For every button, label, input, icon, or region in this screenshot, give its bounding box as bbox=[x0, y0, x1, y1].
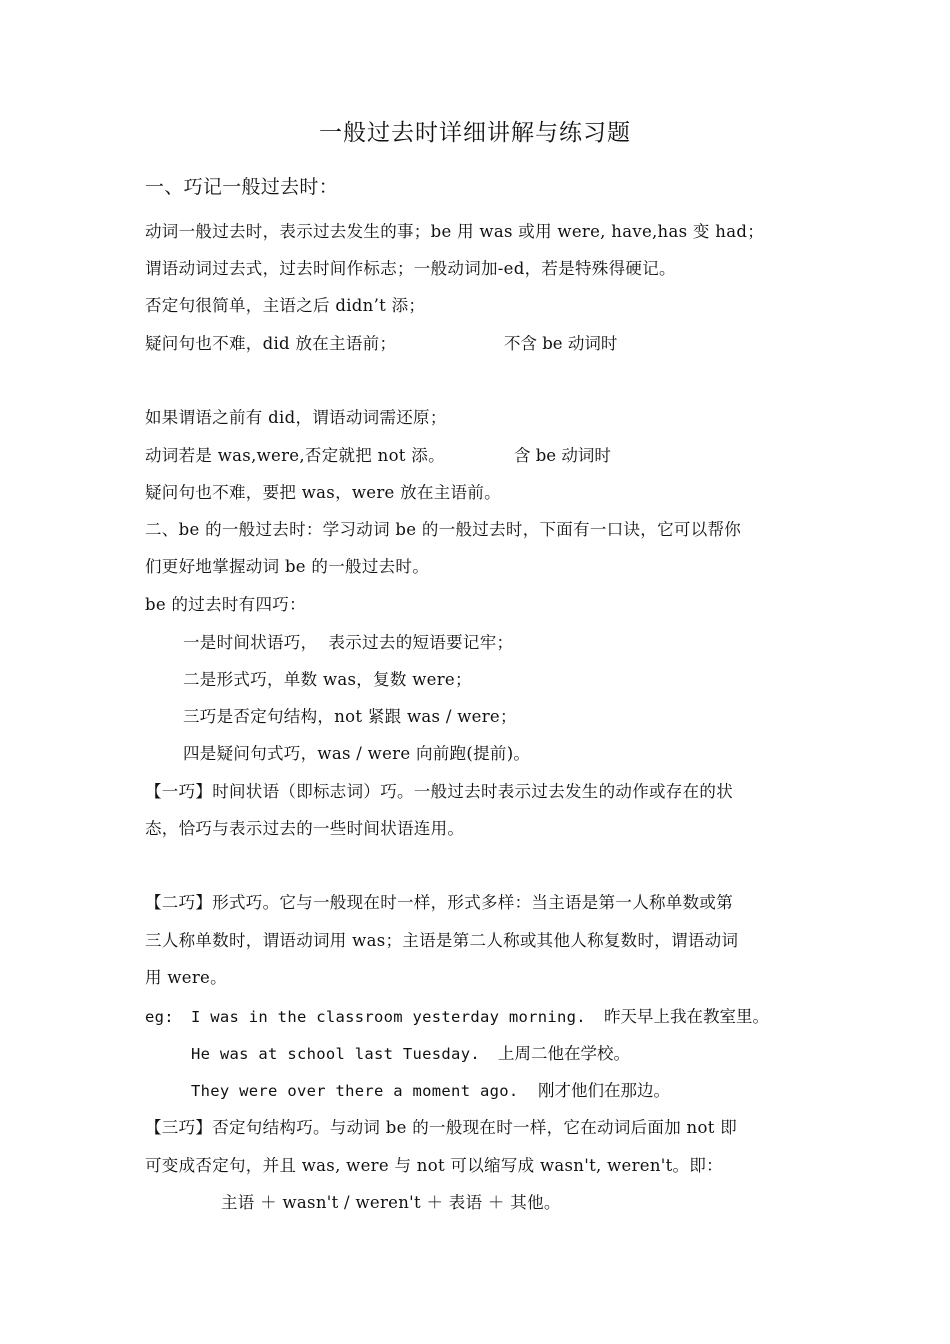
trick2-line-2: 三人称单数时，谓语动词用 was；主语是第二人称或其他人称复数时，谓语动词 bbox=[145, 931, 739, 950]
rhyme-line-5: 如果谓语之前有 did，谓语动词需还原； bbox=[145, 408, 447, 427]
rhyme-line-2: 谓语动词过去式，过去时间作标志；一般动词加-ed，若是特殊得硬记。 bbox=[145, 259, 676, 278]
example-2-chinese: 上周二他在学校。 bbox=[498, 1044, 630, 1063]
example-1-english: I was in the classroom yesterday morning. bbox=[191, 1008, 586, 1026]
section-heading-1: 一、巧记一般过去时： bbox=[145, 176, 339, 198]
section2-para-line-1: 二、be 的一般过去时：学习动词 be 的一般过去时，下面有一口诀，它可以帮你 bbox=[145, 520, 742, 539]
trick-item-2: 二是形式巧，单数 was，复数 were； bbox=[183, 670, 472, 689]
rhyme-note-no-be: 不含 be 动词时 bbox=[504, 334, 618, 353]
trick3-line-2: 可变成否定句，并且 was, were 与 not 可以缩写成 wasn't, weren't。即： bbox=[145, 1156, 723, 1175]
rhyme-line-1: 动词一般过去时，表示过去发生的事；be 用 was 或用 were, have,has 变 had； bbox=[145, 222, 765, 241]
example-3-chinese: 刚才他们在那边。 bbox=[538, 1081, 670, 1100]
section2-para-line-2: 们更好地掌握动词 be 的一般过去时。 bbox=[145, 557, 430, 576]
example-1-chinese: 昨天早上我在教室里。 bbox=[604, 1007, 769, 1026]
trick-item-4: 四是疑问句式巧，was / were 向前跑(提前)。 bbox=[183, 744, 531, 763]
four-tricks-intro: be 的过去时有四巧： bbox=[145, 595, 306, 614]
example-2-english: He was at school last Tuesday. bbox=[191, 1045, 480, 1063]
trick-item-3: 三巧是否定句结构，not 紧跟 was / were； bbox=[183, 707, 517, 726]
negative-formula: 主语 ＋ wasn't / weren't ＋ 表语 ＋ 其他。 bbox=[221, 1193, 561, 1212]
rhyme-line-3: 否定句很简单，主语之后 didn’t 添； bbox=[145, 296, 426, 315]
document-title: 一般过去时详细讲解与练习题 bbox=[319, 120, 631, 146]
trick1-line-1: 【一巧】时间状语（即标志词）巧。一般过去时表示过去发生的动作或存在的状 bbox=[145, 782, 733, 801]
rhyme-line-4: 疑问句也不难，did 放在主语前； bbox=[145, 334, 397, 353]
trick1-line-2: 态，恰巧与表示过去的一些时间状语连用。 bbox=[145, 819, 465, 838]
trick2-line-1: 【二巧】形式巧。它与一般现在时一样，形式多样：当主语是第一人称单数或第 bbox=[145, 893, 733, 912]
trick2-line-3: 用 were。 bbox=[145, 968, 227, 987]
trick3-line-1: 【三巧】否定句结构巧。与动词 be 的一般现在时一样，它在动词后面加 not 即 bbox=[145, 1118, 737, 1137]
example-label: eg: bbox=[145, 1008, 174, 1026]
example-3-english: They were over there a moment ago. bbox=[191, 1082, 519, 1100]
rhyme-line-6: 动词若是 was,were,否定就把 not 添。 bbox=[145, 446, 445, 465]
rhyme-line-7: 疑问句也不难，要把 was，were 放在主语前。 bbox=[145, 483, 501, 502]
rhyme-note-with-be: 含 be 动词时 bbox=[514, 446, 611, 465]
trick-item-1: 一是时间状语巧， 表示过去的短语要记牢； bbox=[183, 633, 514, 652]
